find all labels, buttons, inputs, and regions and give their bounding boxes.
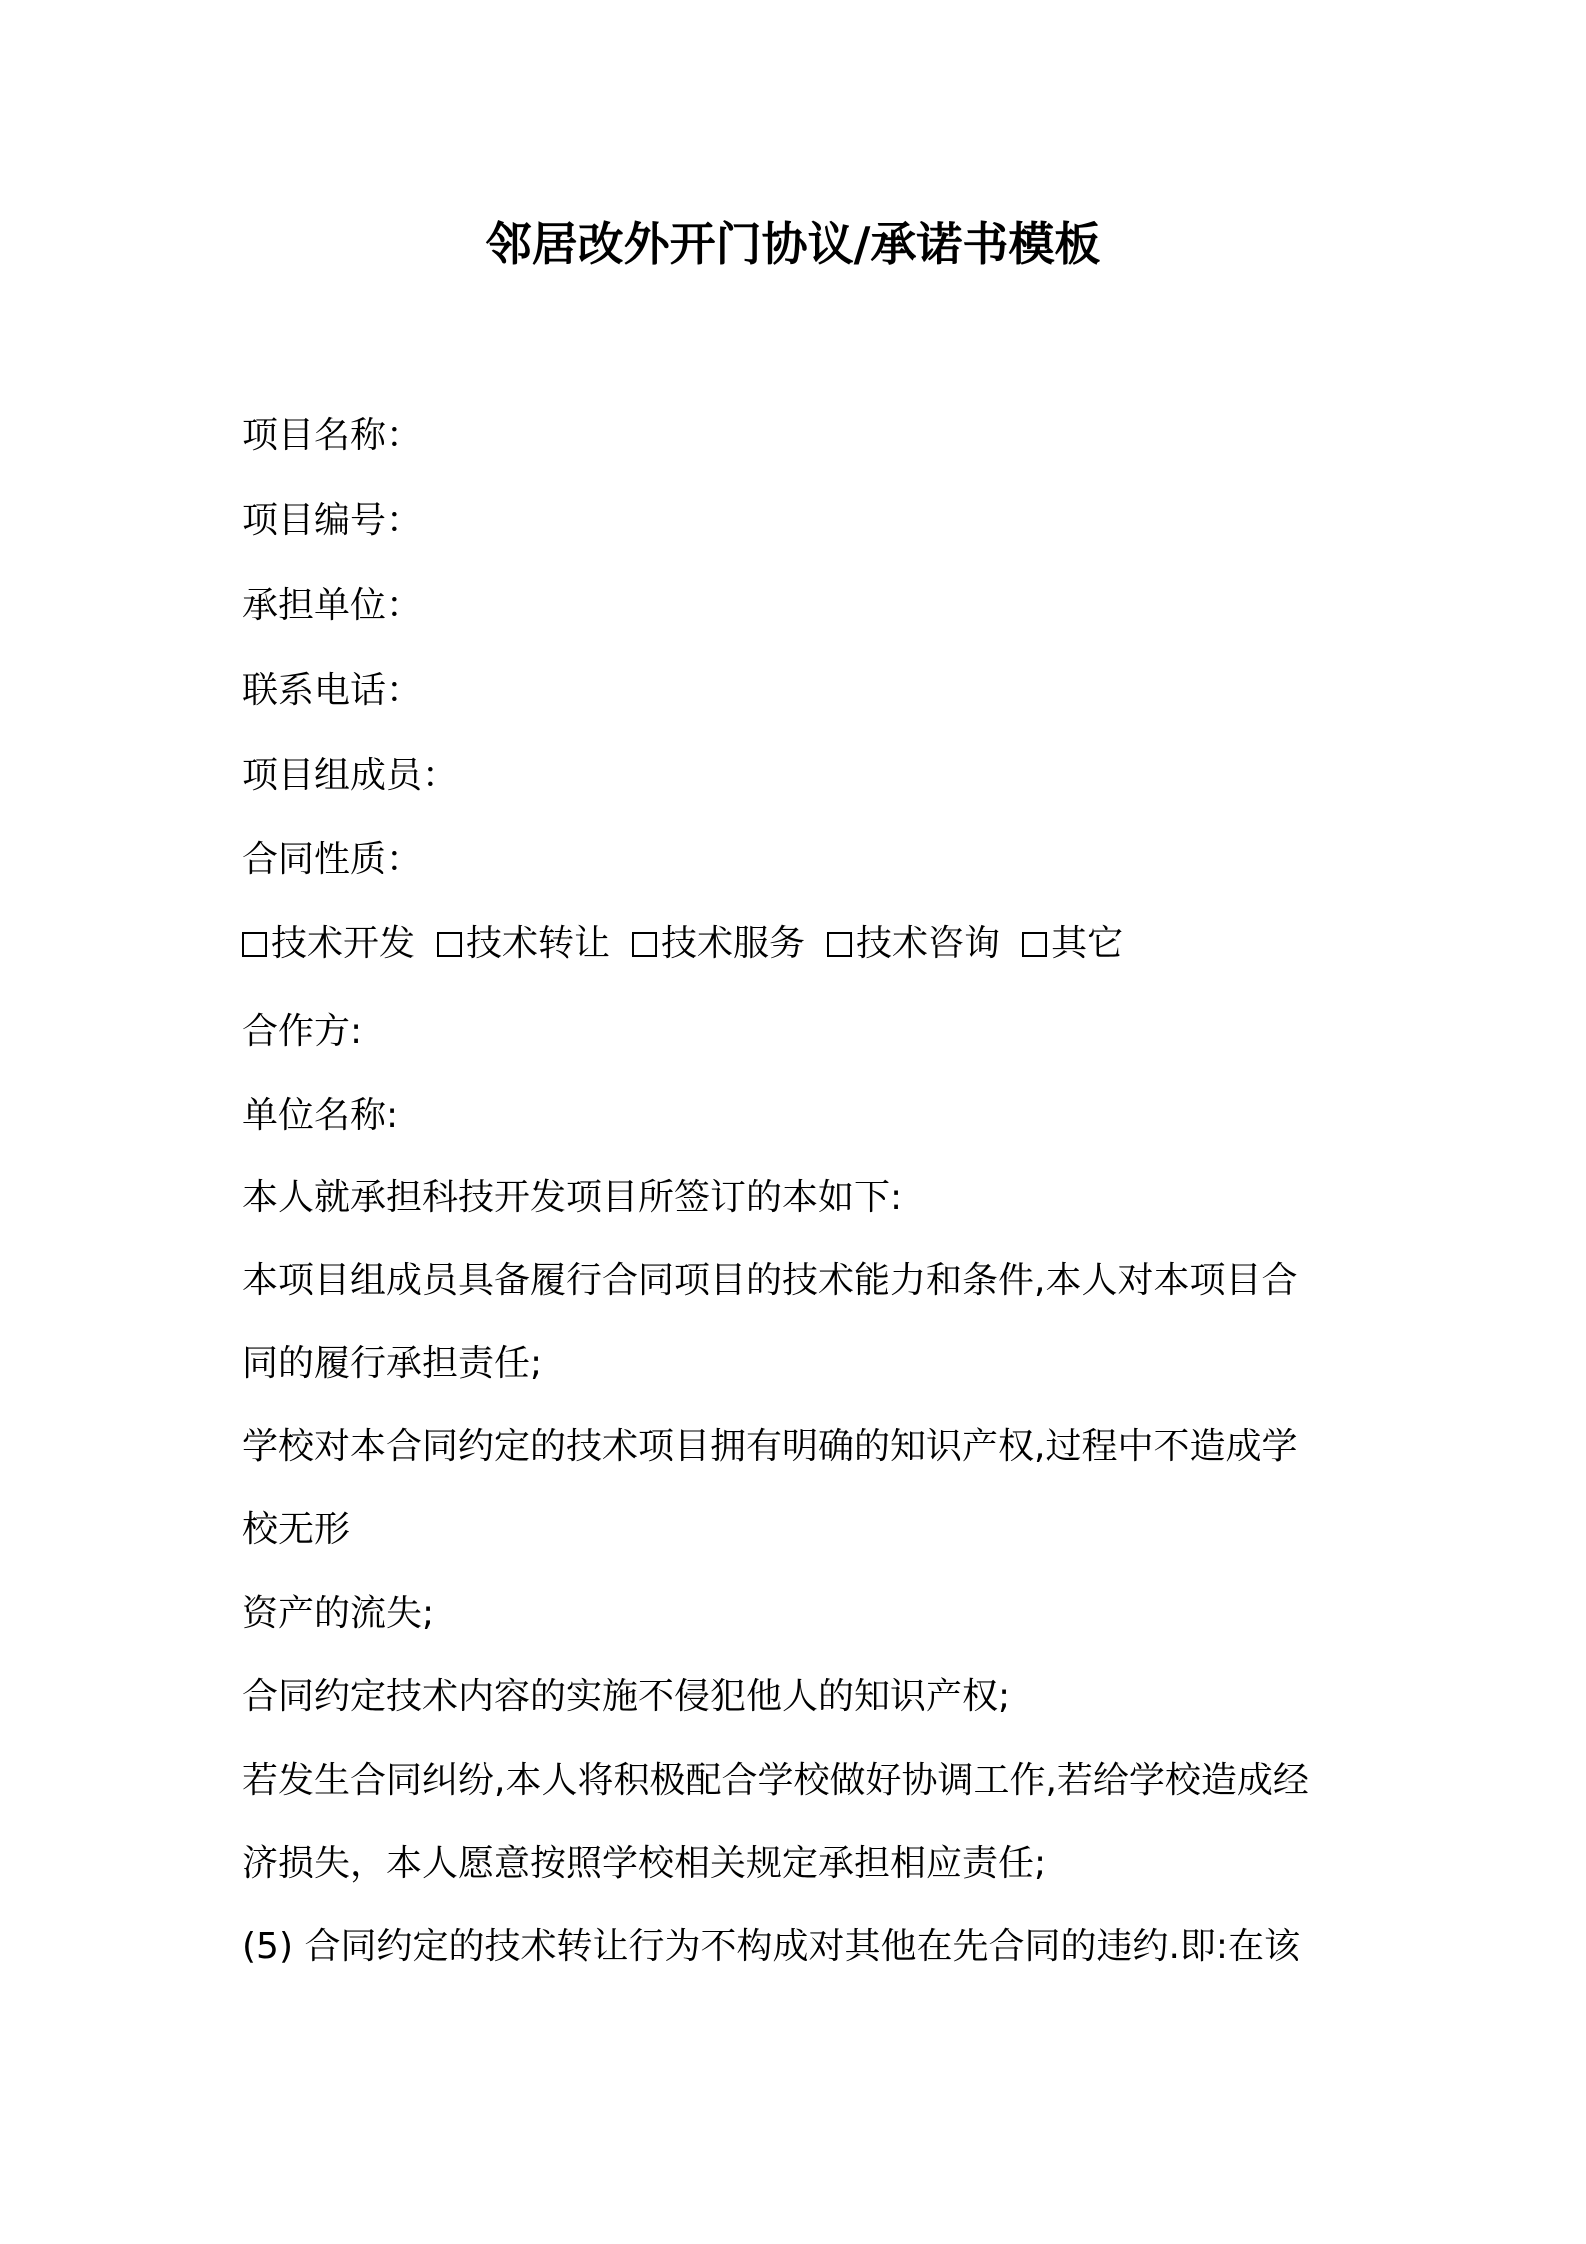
contract-type-option[interactable] (827, 920, 1000, 968)
contract-type-option[interactable] (632, 920, 805, 968)
body-line: 资产的流失; (242, 1593, 435, 1634)
document-title: 邻居改外开门协议/承诺书模板 (485, 217, 1101, 271)
contract-type-label: 其它 (1051, 923, 1124, 964)
body-line: 本人就承担科技开发项目所签订的本如下: (242, 1177, 903, 1218)
contract-type-label: 技术服务 (661, 923, 806, 964)
body-line: 学校对本合同约定的技术项目拥有明确的知识产权,过程中不造成学 (242, 1426, 1298, 1467)
checkbox-icon[interactable] (437, 932, 462, 957)
contract-type-option[interactable] (1022, 920, 1123, 968)
body-line: 校无形 (242, 1509, 351, 1550)
field-project-number: 项目编号： (242, 500, 423, 541)
field-contact-phone: 联系电话： (242, 670, 423, 711)
checkbox-icon[interactable] (827, 932, 852, 957)
body-line: 本项目组成员具备履行合同项目的技术能力和条件,本人对本项目合 (242, 1260, 1298, 1301)
field-undertaking-unit: 承担单位： (242, 585, 423, 626)
field-contract-nature: 合同性质： (242, 839, 423, 880)
contract-type-option[interactable] (437, 920, 610, 968)
body-line: 同的履行承担责任; (242, 1343, 543, 1384)
field-project-members: 项目组成员： (242, 755, 459, 796)
body-line: 济损失，本人愿意按照学校相关规定承担相应责任; (242, 1843, 1047, 1884)
body-line: 合同约定技术内容的实施不侵犯他人的知识产权; (242, 1676, 1011, 1717)
contract-type-option[interactable] (242, 920, 415, 968)
checkbox-icon[interactable] (242, 932, 267, 957)
contract-type-label: 技术开发 (271, 923, 416, 964)
unit-name-label: 单位名称: (242, 1095, 399, 1136)
contract-type-options (242, 920, 1145, 968)
body-line: 若发生合同纠纷,本人将积极配合学校做好协调工作,若给学校造成经 (242, 1760, 1309, 1801)
contract-type-label: 技术咨询 (856, 923, 1001, 964)
contract-type-label: 技术转让 (466, 923, 611, 964)
partner-label: 合作方: (242, 1011, 363, 1052)
body-line: (5) 合同约定的技术转让行为不构成对其他在先合同的违约.即:在该 (242, 1926, 1301, 1967)
checkbox-icon[interactable] (632, 932, 657, 957)
field-project-name: 项目名称： (242, 415, 423, 456)
checkbox-icon[interactable] (1022, 932, 1047, 957)
